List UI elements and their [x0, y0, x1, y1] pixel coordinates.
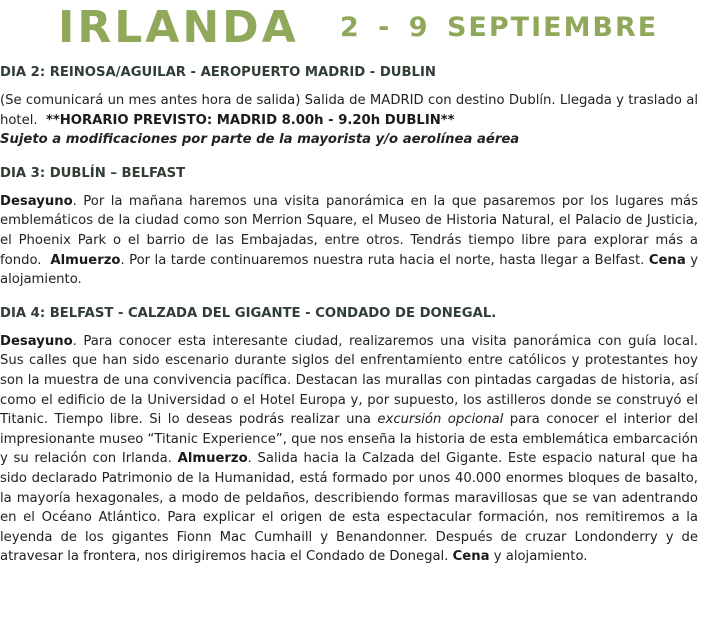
day-text: . Para conocer esta interesante ciudad, realizaremos una visita panorámica con guía local. Sus calles que han sido escenario durante siglos del enfrentamiento entre católicos y protestantes hoy son la muestra de una convivencia pacífica. Destacan las murallas con pintadas cargadas de historia, así como el edificio de la Universidad o el Hotel Europa y, por supuesto, los astilleros donde se construyó el Titanic. Tiempo libre. Si lo deseas podrás realizar una: [0, 333, 698, 428]
day-heading: DIA 2: REINOSA/AGUILAR - AEROPUERTO MADRID - DUBLIN: [0, 65, 436, 80]
trip-dates: 2 - 9 SEPTIEMBRE: [340, 12, 659, 43]
day-3-section: [0, 165, 698, 290]
day-heading: DIA 4: BELFAST - CALZADA DEL GIGANTE - CONDADO DE DONEGAL.: [0, 305, 497, 321]
day-2-section: [0, 64, 698, 150]
day-description: [0, 91, 698, 150]
itinerary-content: [0, 64, 698, 582]
optional-excursion: excursión opcional: [377, 412, 504, 428]
header: [0, 0, 720, 60]
flight-schedule: **HORARIO PREVISTO: MADRID 8.00h - 9.20h DUBLIN**: [45, 112, 455, 128]
meal-breakfast: Desayuno: [0, 193, 73, 209]
day-text: . Por la mañana haremos una visita panorámica en la que pasaremos por los lugares más emblemáticos de la ciudad como son Merrion Square, el Museo de Historia Natural, el Palacio de Justicia, el Phoenix Park o el barrio de las Embajadas, entre otros. Tendrás tiempo libre para explorar más a fondo.: [0, 193, 698, 268]
day-text: y alojamiento.: [489, 549, 588, 565]
day-text: y alojamiento.: [0, 252, 699, 288]
disclaimer-note: Sujeto a modificaciones por parte de la mayorista y/o aerolínea aérea: [0, 132, 520, 148]
page-title: IRLANDA: [58, 2, 299, 53]
day-text: para conocer el interior del impresionante museo “Titanic Experience”, que nos enseña la historia de esta emblemática embarcación y su relación con Irlanda.: [0, 412, 698, 467]
day-text: (Se comunicará un mes antes hora de salida) Salida de MADRID con destino Dublín. Llegada y traslado al hotel.: [0, 93, 698, 128]
day-heading: DIA 3: DUBLÍN – BELFAST: [0, 165, 186, 181]
day-description: [0, 192, 698, 290]
day-description: [0, 332, 698, 567]
meal-lunch: Almuerzo: [50, 252, 121, 268]
meal-dinner: Cena: [648, 252, 686, 268]
meal-breakfast: Desayuno: [0, 333, 73, 349]
day-text: . Salida hacia la Calzada del Gigante. Este espacio natural que ha sido declarado Patrimonio de la Humanidad, está formado por unos 40.000 enormes bloques de basalto, la mayoría hexagonales, a modo de peldaños, describiendo formas maravillosas que se van adentrando en el Océano Atlántico. Para explicar el origen de esta espectacular formación, nos remitiremos a la leyenda de los gigantes Fionn Mac Cumhaill y Benandonner. Después de cruzar Londonderry y de atravesar la frontera, nos dirigiremos hacia el Condado de Donegal.: [0, 451, 698, 565]
day-4-section: [0, 305, 698, 567]
day-text: . Por la tarde continuaremos nuestra ruta hacia el norte, hasta llegar a Belfast.: [120, 252, 645, 268]
meal-dinner: Cena: [452, 549, 490, 565]
meal-lunch: Almuerzo: [177, 451, 248, 467]
